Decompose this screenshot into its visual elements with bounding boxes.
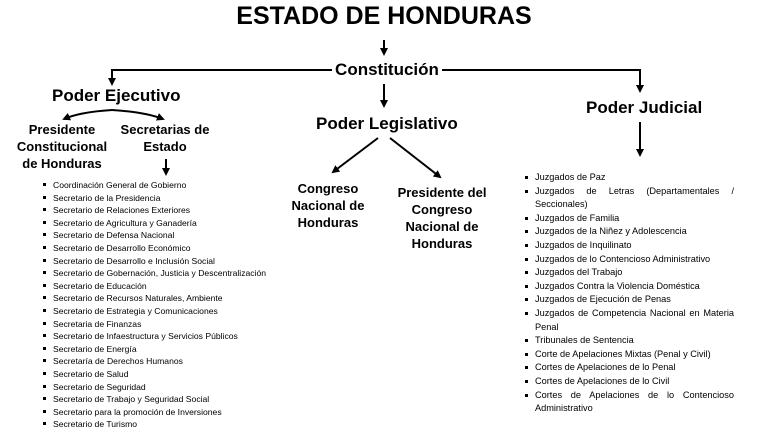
list-item: Cortes de Apelaciones de lo Penal: [525, 361, 734, 375]
arrow-constitucion-ejecutivo: [112, 70, 332, 84]
constitucion-label: Constitución: [335, 60, 439, 79]
list-item: Cortes de Apelaciones de lo Civil: [525, 375, 734, 389]
arrow-constitucion-judicial: [442, 70, 640, 91]
congreso-nacional: Congreso Nacional de Honduras: [291, 181, 365, 230]
list-item: Tribunales de Sentencia: [525, 334, 734, 348]
poder-legislativo-title: Poder Legislativo: [316, 114, 458, 133]
arrow-legislativo-presidente: [390, 138, 440, 177]
list-item: Secretaria de Finanzas: [43, 318, 266, 331]
list-item: Secretario de Seguridad: [43, 381, 266, 394]
list-item: Secretario de Gobernación, Justicia y Descentralización: [43, 267, 266, 280]
secretarias-de-estado: Secretarias de Estado: [120, 122, 210, 154]
arrow-legislativo-congreso: [333, 138, 378, 172]
list-item: Juzgados de Familia: [525, 212, 734, 226]
list-item: Secretario para la promoción de Inversiones: [43, 406, 266, 419]
list-item: Juzgados del Trabajo: [525, 266, 734, 280]
poder-ejecutivo-title: Poder Ejecutivo: [52, 86, 181, 105]
list-item: Juzgados de Paz: [525, 171, 734, 185]
list-item: Juzgados de la Niñez y Adolescencia: [525, 225, 734, 239]
list-item: Secretario de Turismo: [43, 418, 266, 431]
list-item: Secretario de Defensa Nacional: [43, 229, 266, 242]
list-item: Cortes de Apelaciones de lo Contencioso Administrativo: [525, 389, 734, 416]
list-item: Secretario de Desarrollo e Inclusión Social: [43, 255, 266, 268]
presidente-constitucional: Presidente Constitucional de Honduras: [16, 122, 108, 171]
list-item: Secretario de Relaciones Exteriores: [43, 204, 266, 217]
arrow-ejecutivo-secretarias: [112, 110, 163, 119]
list-item: Secretario de Agricultura y Ganadería: [43, 217, 266, 230]
list-item: Juzgados de Ejecución de Penas: [525, 293, 734, 307]
list-item: Juzgados de Letras (Departamentales / Seccionales): [525, 185, 734, 212]
presidente-del-congreso: Presidente del Congreso Nacional de Honduras: [397, 185, 487, 251]
list-item: Secretario de la Presidencia: [43, 192, 266, 205]
list-item: Corte de Apelaciones Mixtas (Penal y Civil): [525, 348, 734, 362]
list-item: Coordinación General de Gobierno: [43, 179, 266, 192]
list-item: Secretario de Educación: [43, 280, 266, 293]
list-item: Secretario de Estrategia y Comunicaciones: [43, 305, 266, 318]
page-title: ESTADO DE HONDURAS: [236, 2, 532, 30]
list-item: Secretario de Energía: [43, 343, 266, 356]
list-item: Secretaría de Derechos Humanos: [43, 355, 266, 368]
secretarias-list: [43, 179, 266, 431]
list-item: Secretario de Recursos Naturales, Ambiente: [43, 292, 266, 305]
list-item: Juzgados Contra la Violencia Doméstica: [525, 280, 734, 294]
list-item: Secretario de Infaestructura y Servicios Públicos: [43, 330, 266, 343]
list-item: Juzgados de lo Contencioso Administrativo: [525, 253, 734, 267]
juzgados-list: [525, 171, 734, 416]
list-item: Juzgados de Inquilinato: [525, 239, 734, 253]
list-item: Juzgados de Competencia Nacional en Materia Penal: [525, 307, 734, 334]
arrow-ejecutivo-presidente: [64, 110, 112, 119]
poder-judicial-title: Poder Judicial: [586, 98, 703, 117]
list-item: Secretario de Desarrollo Económico: [43, 242, 266, 255]
list-item: Secretario de Trabajo y Seguridad Social: [43, 393, 266, 406]
list-item: Secretario de Salud: [43, 368, 266, 381]
